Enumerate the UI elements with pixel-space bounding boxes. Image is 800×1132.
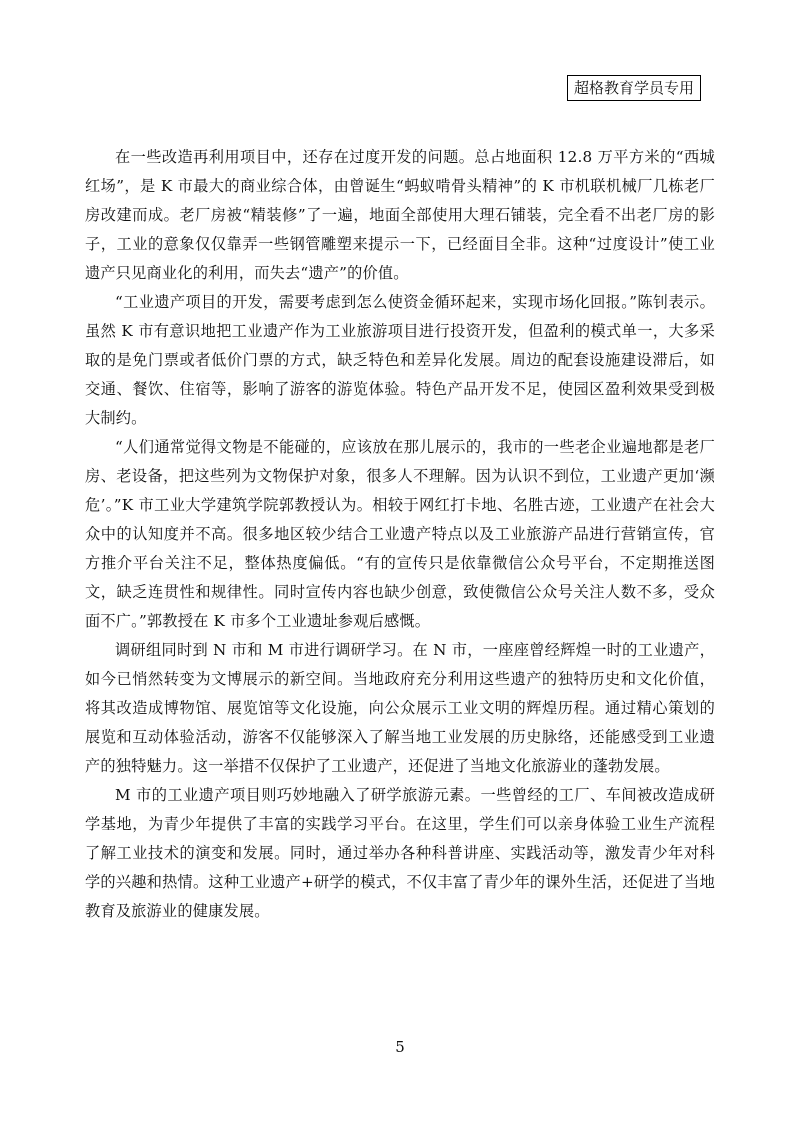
- paragraph-3: “人们通常觉得文物是不能碰的，应该放在那儿展示的，我市的一些老企业遍地都是老厂房、老设备，把这些列为文物保护对象，很多人不理解。因为认识不到位，工业遗产更加‘濒危’。”K 市工业大学建筑学院郭教授认为。相较于网红打卡地、名胜古迹，工业遗产在社会大众中的认知度并不高。很多地区较少结合工业遗产特点以及工业旅游产品进行营销宣传，官方推介平台关注不足，整体热度偏低。“有的宣传只是依靠微信公众号平台，不定期推送图文，缺乏连贯性和规律性。同时宣传内容也缺少创意，致使微信公众号关注人数不多，受众面不广。”郭教授在 K 市多个工业遗址参观后感慨。: [85, 438, 715, 630]
- header-label-box: [567, 75, 701, 101]
- body-text: [85, 143, 715, 926]
- header-label: 超格教育学员专用: [573, 79, 694, 97]
- paragraph-4: 调研组同时到 N 市和 M 市进行调研学习。在 N 市，一座座曾经辉煌一时的工业遗产，如今已悄然转变为文博展示的新空间。当地政府充分利用这些遗产的独特历史和文化价值，将其改造成博物馆、展览馆等文化设施，向公众展示工业文明的辉煌历程。通过精心策划的展览和互动体验活动，游客不仅能够深入了解当地工业发展的历史脉络，还能感受到工业遗产的独特魅力。这一举措不仅保护了工业遗产，还促进了当地文化旅游业的蓬勃发展。: [85, 641, 715, 775]
- paragraph-1: 在一些改造再利用项目中，还存在过度开发的问题。总占地面积 12.8 万平方米的“西城红场”，是 K 市最大的商业综合体，由曾诞生“蚂蚁啃骨头精神”的 K 市机联机械厂几栋老厂房改建而成。老厂房被“精装修”了一遍，地面全部使用大理石铺装，完全看不出老厂房的影子，工业的意象仅仅靠弄一些钢管雕塑来提示一下，已经面目全非。这种“过度设计”使工业遗产只见商业化的利用，而失去“遗产”的价值。: [85, 148, 715, 282]
- paragraph-5: M 市的工业遗产项目则巧妙地融入了研学旅游元素。一些曾经的工厂、车间被改造成研学基地，为青少年提供了丰富的实践学习平台。在这里，学生们可以亲身体验工业生产流程了解工业技术的演变和发展。同时，通过举办各种科普讲座、实践活动等，激发青少年对科学的兴趣和热情。这种工业遗产+研学的模式，不仅丰富了青少年的课外生活，还促进了当地教育及旅游业的健康发展。: [85, 786, 715, 920]
- paragraph-2: “工业遗产项目的开发，需要考虑到怎么使资金循环起来，实现市场化回报。”陈钊表示。虽然 K 市有意识地把工业遗产作为工业旅游项目进行投资开发，但盈利的模式单一，大多采取的是免门票或者低价门票的方式，缺乏特色和差异化发展。周边的配套设施建设滞后，如交通、餐饮、住宿等，影响了游客的游览体验。特色产品开发不足，使园区盈利效果受到极大制约。: [85, 293, 715, 427]
- page-number: 5: [395, 1038, 405, 1056]
